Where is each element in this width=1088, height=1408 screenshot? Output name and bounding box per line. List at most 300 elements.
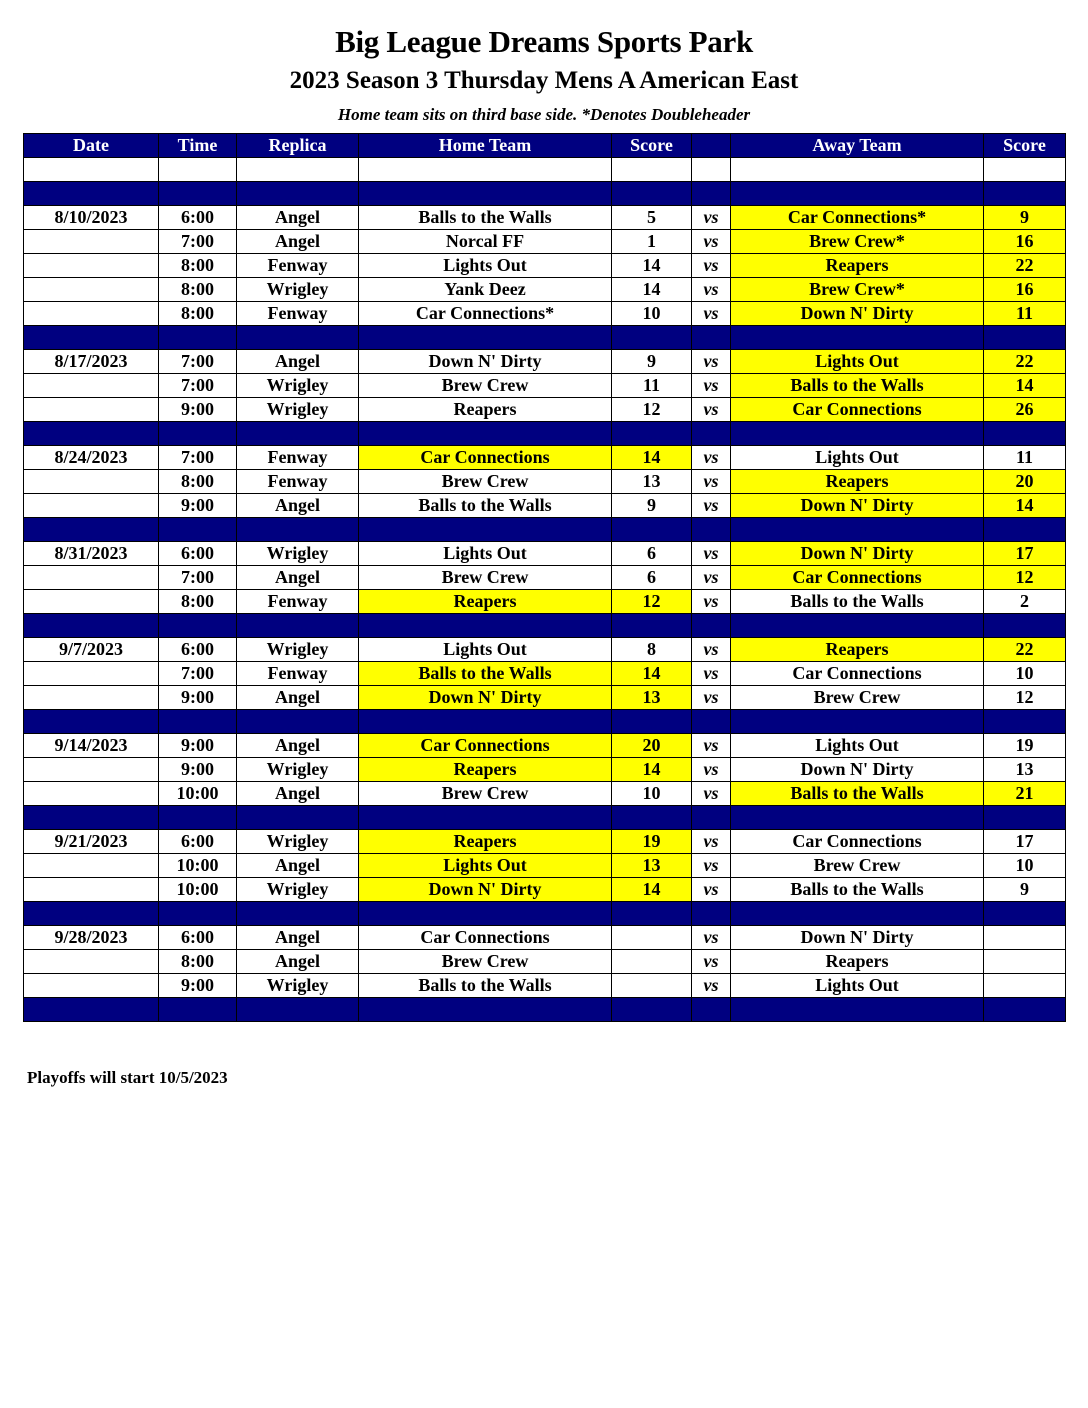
date-cell [24, 518, 159, 542]
playoffs-note: Playoffs will start 10/5/2023 [27, 1068, 228, 1087]
table-row [24, 830, 1066, 854]
replica-cell: Fenway [237, 254, 359, 278]
date-cell [24, 782, 159, 806]
table-row [24, 950, 1066, 974]
vs-cell: vs [692, 878, 731, 902]
away-team-cell [731, 326, 984, 350]
away-team-cell: Reapers [731, 950, 984, 974]
away-score-cell [984, 182, 1066, 206]
date-cell: 9/21/2023 [24, 830, 159, 854]
table-row [24, 350, 1066, 374]
away-score-cell: 21 [984, 782, 1066, 806]
replica-cell: Wrigley [237, 830, 359, 854]
time-cell: 10:00 [159, 854, 237, 878]
home-score-cell: 11 [612, 374, 692, 398]
date-cell [24, 326, 159, 350]
home-score-cell: 13 [612, 470, 692, 494]
home-score-cell: 14 [612, 278, 692, 302]
away-team-cell: Balls to the Walls [731, 590, 984, 614]
date-cell [24, 950, 159, 974]
vs-cell: vs [692, 566, 731, 590]
home-team-cell: Down N' Dirty [359, 686, 612, 710]
home-team-cell: Balls to the Walls [359, 494, 612, 518]
replica-cell: Angel [237, 566, 359, 590]
table-row [24, 398, 1066, 422]
table-row [24, 686, 1066, 710]
vs-cell: vs [692, 542, 731, 566]
home-team-cell: Yank Deez [359, 278, 612, 302]
vs-cell: vs [692, 494, 731, 518]
time-cell [159, 326, 237, 350]
away-team-cell [731, 518, 984, 542]
away-team-cell: Reapers [731, 470, 984, 494]
time-cell [159, 998, 237, 1022]
time-cell: 6:00 [159, 926, 237, 950]
away-score-cell [984, 158, 1066, 182]
home-score-cell [612, 182, 692, 206]
replica-cell: Angel [237, 494, 359, 518]
week-separator-row [24, 614, 1066, 638]
replica-cell: Wrigley [237, 278, 359, 302]
home-team-cell: Car Connections [359, 734, 612, 758]
week-separator-row [24, 710, 1066, 734]
time-cell [159, 710, 237, 734]
time-cell: 9:00 [159, 494, 237, 518]
vs-cell [692, 158, 731, 182]
time-cell [159, 422, 237, 446]
away-score-cell: 10 [984, 854, 1066, 878]
time-cell: 9:00 [159, 734, 237, 758]
date-cell [24, 710, 159, 734]
replica-cell: Wrigley [237, 398, 359, 422]
vs-cell: vs [692, 374, 731, 398]
home-score-cell: 14 [612, 254, 692, 278]
away-team-cell: Reapers [731, 254, 984, 278]
away-score-cell [984, 998, 1066, 1022]
vs-cell: vs [692, 782, 731, 806]
vs-cell: vs [692, 950, 731, 974]
away-score-cell: 14 [984, 374, 1066, 398]
replica-cell [237, 710, 359, 734]
home-team-cell: Lights Out [359, 542, 612, 566]
home-score-cell [612, 950, 692, 974]
time-cell: 9:00 [159, 758, 237, 782]
home-score-cell: 5 [612, 206, 692, 230]
home-team-cell: Reapers [359, 830, 612, 854]
replica-cell: Wrigley [237, 374, 359, 398]
home-team-cell: Lights Out [359, 638, 612, 662]
vs-cell: vs [692, 446, 731, 470]
table-row [24, 206, 1066, 230]
replica-cell: Fenway [237, 590, 359, 614]
replica-cell [237, 422, 359, 446]
table-row [24, 446, 1066, 470]
date-cell: 9/28/2023 [24, 926, 159, 950]
time-cell: 6:00 [159, 638, 237, 662]
home-score-cell [612, 518, 692, 542]
home-team-cell: Balls to the Walls [359, 974, 612, 998]
date-cell [24, 470, 159, 494]
time-cell: 7:00 [159, 446, 237, 470]
time-cell [159, 518, 237, 542]
table-row [24, 566, 1066, 590]
home-team-cell [359, 518, 612, 542]
date-cell: 8/31/2023 [24, 542, 159, 566]
home-score-cell: 13 [612, 854, 692, 878]
home-team-cell: Balls to the Walls [359, 662, 612, 686]
page-subtitle: 2023 Season 3 Thursday Mens A American East [289, 67, 799, 94]
away-team-cell [731, 998, 984, 1022]
away-team-cell: Brew Crew [731, 686, 984, 710]
time-cell [159, 902, 237, 926]
replica-cell: Wrigley [237, 878, 359, 902]
replica-cell: Wrigley [237, 758, 359, 782]
replica-cell: Angel [237, 950, 359, 974]
away-score-cell [984, 974, 1066, 998]
away-team-cell: Car Connections* [731, 206, 984, 230]
home-score-cell: 9 [612, 350, 692, 374]
home-score-cell: 20 [612, 734, 692, 758]
vs-cell: vs [692, 230, 731, 254]
vs-cell: vs [692, 734, 731, 758]
home-team-cell: Down N' Dirty [359, 878, 612, 902]
away-team-cell: Down N' Dirty [731, 494, 984, 518]
time-cell: 7:00 [159, 374, 237, 398]
home-score-cell: 1 [612, 230, 692, 254]
table-row [24, 278, 1066, 302]
table-row [24, 758, 1066, 782]
time-cell [159, 182, 237, 206]
vs-cell [692, 518, 731, 542]
time-cell: 8:00 [159, 950, 237, 974]
date-cell [24, 494, 159, 518]
vs-cell: vs [692, 350, 731, 374]
week-separator-row [24, 326, 1066, 350]
home-score-cell: 12 [612, 398, 692, 422]
table-row [24, 878, 1066, 902]
replica-cell: Angel [237, 350, 359, 374]
time-cell: 8:00 [159, 590, 237, 614]
home-team-cell [359, 806, 612, 830]
time-cell: 7:00 [159, 662, 237, 686]
away-team-cell [731, 158, 984, 182]
home-team-cell: Car Connections [359, 446, 612, 470]
table-row [24, 782, 1066, 806]
date-cell [24, 614, 159, 638]
time-cell: 8:00 [159, 302, 237, 326]
home-team-cell [359, 614, 612, 638]
time-cell: 10:00 [159, 878, 237, 902]
home-team-cell: Brew Crew [359, 470, 612, 494]
away-team-cell: Down N' Dirty [731, 758, 984, 782]
vs-cell: vs [692, 926, 731, 950]
replica-cell [237, 806, 359, 830]
date-cell [24, 422, 159, 446]
away-score-cell [984, 614, 1066, 638]
vs-cell [692, 614, 731, 638]
home-score-cell: 19 [612, 830, 692, 854]
replica-cell [237, 158, 359, 182]
away-score-cell [984, 950, 1066, 974]
vs-cell [692, 998, 731, 1022]
vs-cell [692, 326, 731, 350]
home-score-cell [612, 998, 692, 1022]
home-team-cell: Down N' Dirty [359, 350, 612, 374]
away-team-cell [731, 182, 984, 206]
away-score-cell: 22 [984, 638, 1066, 662]
vs-cell: vs [692, 206, 731, 230]
home-score-cell: 13 [612, 686, 692, 710]
date-cell: 9/7/2023 [24, 638, 159, 662]
replica-cell [237, 518, 359, 542]
vs-cell: vs [692, 758, 731, 782]
home-score-cell: 14 [612, 662, 692, 686]
away-team-cell: Lights Out [731, 350, 984, 374]
home-score-cell [612, 974, 692, 998]
away-score-cell [984, 518, 1066, 542]
date-cell [24, 998, 159, 1022]
replica-cell: Angel [237, 926, 359, 950]
replica-cell [237, 998, 359, 1022]
table-header-row [24, 134, 1066, 158]
home-score-cell: 10 [612, 782, 692, 806]
time-cell: 7:00 [159, 566, 237, 590]
vs-cell [692, 182, 731, 206]
away-team-cell: Balls to the Walls [731, 782, 984, 806]
home-score-cell: 14 [612, 878, 692, 902]
home-team-cell [359, 902, 612, 926]
away-score-cell: 22 [984, 254, 1066, 278]
date-cell [24, 254, 159, 278]
date-cell [24, 686, 159, 710]
home-team-cell: Car Connections* [359, 302, 612, 326]
table-row [24, 542, 1066, 566]
week-separator-row [24, 902, 1066, 926]
schedule-body [24, 158, 1066, 1022]
away-score-cell: 9 [984, 206, 1066, 230]
table-row [24, 638, 1066, 662]
away-score-cell: 11 [984, 302, 1066, 326]
table-row [24, 374, 1066, 398]
date-cell [24, 902, 159, 926]
date-cell [24, 158, 159, 182]
replica-cell [237, 902, 359, 926]
col-header-away-team: Away Team [731, 134, 984, 158]
date-cell [24, 806, 159, 830]
home-score-cell [612, 902, 692, 926]
table-row [24, 590, 1066, 614]
replica-cell [237, 326, 359, 350]
vs-cell: vs [692, 254, 731, 278]
home-score-cell [612, 326, 692, 350]
table-row [24, 494, 1066, 518]
col-header-home-score: Score [612, 134, 692, 158]
away-team-cell [731, 710, 984, 734]
date-cell: 8/24/2023 [24, 446, 159, 470]
away-score-cell: 14 [984, 494, 1066, 518]
away-score-cell: 26 [984, 398, 1066, 422]
replica-cell: Angel [237, 854, 359, 878]
away-score-cell [984, 422, 1066, 446]
date-cell [24, 662, 159, 686]
away-team-cell: Brew Crew [731, 854, 984, 878]
away-team-cell: Balls to the Walls [731, 374, 984, 398]
table-row [24, 470, 1066, 494]
away-team-cell: Car Connections [731, 662, 984, 686]
home-team-cell [359, 182, 612, 206]
away-score-cell [984, 926, 1066, 950]
home-score-cell [612, 422, 692, 446]
vs-cell: vs [692, 590, 731, 614]
home-team-cell: Reapers [359, 758, 612, 782]
time-cell: 9:00 [159, 686, 237, 710]
time-cell: 7:00 [159, 230, 237, 254]
week-separator-row [24, 806, 1066, 830]
home-team-cell: Brew Crew [359, 782, 612, 806]
away-team-cell: Down N' Dirty [731, 542, 984, 566]
vs-cell: vs [692, 470, 731, 494]
replica-cell [237, 614, 359, 638]
away-team-cell [731, 422, 984, 446]
time-cell: 8:00 [159, 254, 237, 278]
date-cell [24, 566, 159, 590]
table-row [24, 974, 1066, 998]
time-cell: 7:00 [159, 350, 237, 374]
date-cell: 9/14/2023 [24, 734, 159, 758]
replica-cell: Angel [237, 686, 359, 710]
away-team-cell: Lights Out [731, 446, 984, 470]
time-cell: 9:00 [159, 398, 237, 422]
away-team-cell: Balls to the Walls [731, 878, 984, 902]
replica-cell [237, 182, 359, 206]
vs-cell: vs [692, 854, 731, 878]
table-row [24, 926, 1066, 950]
home-team-cell: Lights Out [359, 854, 612, 878]
date-cell: 8/17/2023 [24, 350, 159, 374]
time-cell: 8:00 [159, 470, 237, 494]
vs-cell: vs [692, 302, 731, 326]
week-separator-row [24, 422, 1066, 446]
replica-cell: Angel [237, 734, 359, 758]
replica-cell: Wrigley [237, 974, 359, 998]
home-team-cell: Car Connections [359, 926, 612, 950]
away-team-cell [731, 806, 984, 830]
away-team-cell: Reapers [731, 638, 984, 662]
time-cell: 6:00 [159, 206, 237, 230]
home-score-cell: 14 [612, 446, 692, 470]
page-title: Big League Dreams Sports Park [335, 24, 753, 59]
home-team-cell: Brew Crew [359, 566, 612, 590]
time-cell [159, 158, 237, 182]
home-team-cell [359, 710, 612, 734]
away-score-cell [984, 710, 1066, 734]
away-score-cell: 2 [984, 590, 1066, 614]
col-header-time: Time [159, 134, 237, 158]
vs-cell: vs [692, 974, 731, 998]
away-score-cell [984, 902, 1066, 926]
date-cell [24, 398, 159, 422]
time-cell: 6:00 [159, 830, 237, 854]
time-cell: 6:00 [159, 542, 237, 566]
col-header-away-score: Score [984, 134, 1066, 158]
home-score-cell [612, 806, 692, 830]
home-team-cell: Lights Out [359, 254, 612, 278]
home-team-cell: Reapers [359, 398, 612, 422]
home-team-cell [359, 998, 612, 1022]
vs-cell: vs [692, 638, 731, 662]
replica-cell: Angel [237, 206, 359, 230]
date-cell [24, 374, 159, 398]
vs-cell [692, 710, 731, 734]
away-score-cell: 17 [984, 542, 1066, 566]
date-cell [24, 590, 159, 614]
away-score-cell: 12 [984, 686, 1066, 710]
date-cell [24, 278, 159, 302]
away-score-cell [984, 806, 1066, 830]
away-team-cell [731, 902, 984, 926]
vs-cell [692, 902, 731, 926]
away-team-cell [731, 614, 984, 638]
schedule-note: Home team sits on third base side. *Denotes Doubleheader [337, 105, 751, 124]
home-team-cell: Brew Crew [359, 374, 612, 398]
away-team-cell: Brew Crew* [731, 230, 984, 254]
time-cell: 10:00 [159, 782, 237, 806]
vs-cell [692, 806, 731, 830]
away-team-cell: Car Connections [731, 566, 984, 590]
date-cell [24, 182, 159, 206]
away-score-cell: 16 [984, 278, 1066, 302]
home-score-cell [612, 710, 692, 734]
date-cell [24, 974, 159, 998]
away-team-cell: Car Connections [731, 398, 984, 422]
replica-cell: Fenway [237, 302, 359, 326]
time-cell [159, 614, 237, 638]
home-team-cell: Brew Crew [359, 950, 612, 974]
away-team-cell: Car Connections [731, 830, 984, 854]
home-team-cell: Reapers [359, 590, 612, 614]
home-score-cell [612, 926, 692, 950]
week-separator-row [24, 998, 1066, 1022]
col-header-date: Date [24, 134, 159, 158]
away-score-cell: 22 [984, 350, 1066, 374]
vs-cell [692, 422, 731, 446]
date-cell [24, 302, 159, 326]
replica-cell: Angel [237, 230, 359, 254]
table-row [24, 254, 1066, 278]
time-cell: 8:00 [159, 278, 237, 302]
date-cell [24, 230, 159, 254]
table-row [24, 662, 1066, 686]
away-score-cell: 11 [984, 446, 1066, 470]
replica-cell: Fenway [237, 446, 359, 470]
home-score-cell: 12 [612, 590, 692, 614]
home-team-cell [359, 326, 612, 350]
away-team-cell: Brew Crew* [731, 278, 984, 302]
vs-cell: vs [692, 278, 731, 302]
home-score-cell: 10 [612, 302, 692, 326]
home-team-cell [359, 158, 612, 182]
vs-cell: vs [692, 830, 731, 854]
home-score-cell: 9 [612, 494, 692, 518]
time-cell [159, 806, 237, 830]
replica-cell: Angel [237, 782, 359, 806]
away-score-cell [984, 326, 1066, 350]
replica-cell: Wrigley [237, 638, 359, 662]
date-cell [24, 758, 159, 782]
date-cell: 8/10/2023 [24, 206, 159, 230]
week-separator-row [24, 182, 1066, 206]
replica-cell: Fenway [237, 470, 359, 494]
